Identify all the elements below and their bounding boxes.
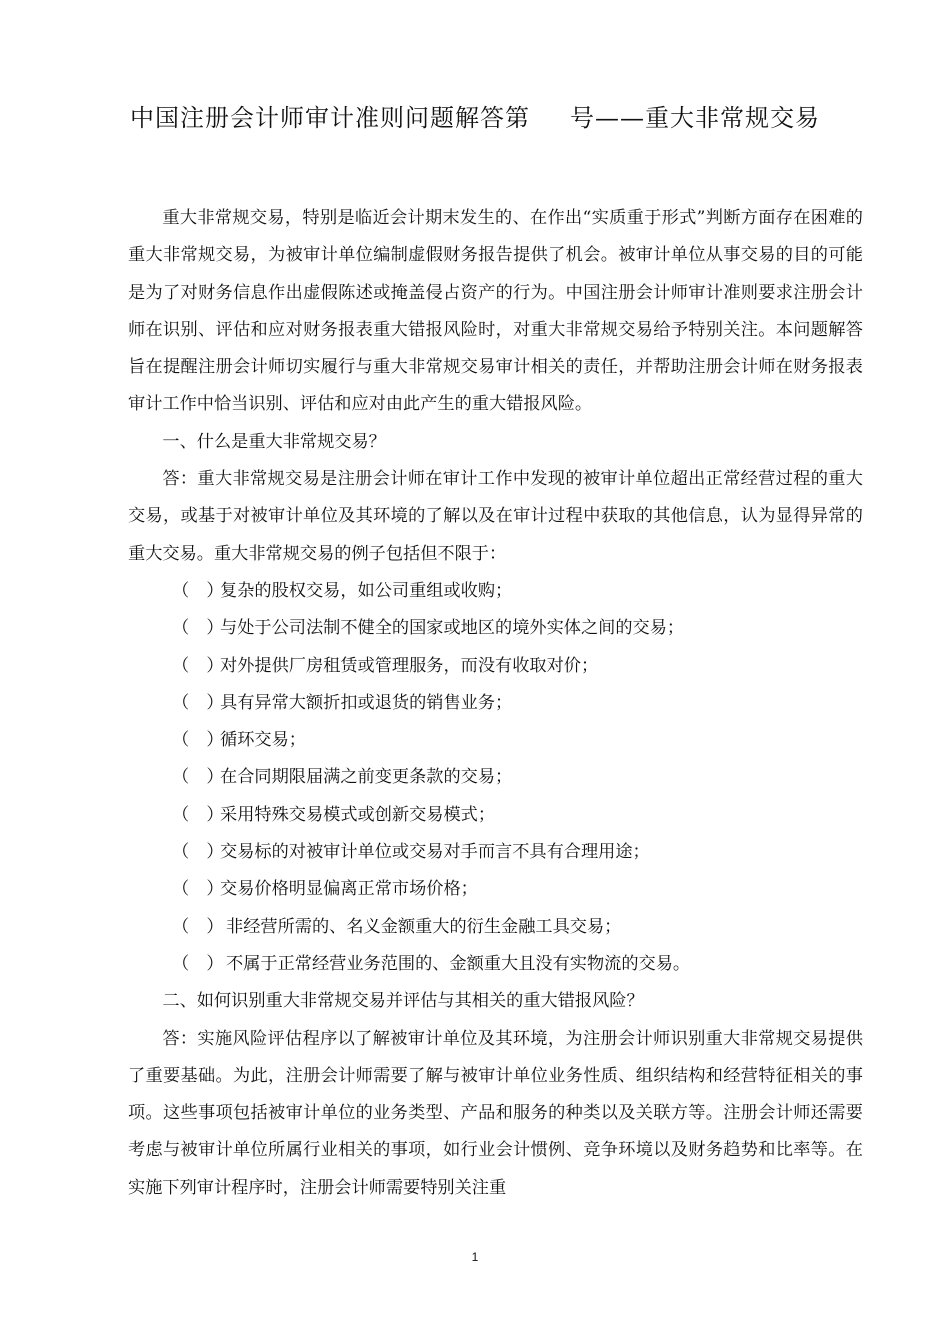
list-item <box>128 871 863 908</box>
question-2-heading: 二、如何识别重大非常规交易并评估与其相关的重大错报风险？ <box>162 991 644 1012</box>
list-item <box>128 648 863 685</box>
list-marker: （ ） <box>172 618 224 639</box>
intro-paragraph: 重大非常规交易，特别是临近会计期末发生的、在作出“实质重于形式”判断方面存在困难的重大非常规交易，为被审计单位编制虚假财务报告提供了机会。被审计单位从事交易的目的可能是为了对财务信息作出虚假陈述或掩盖侵占资产的行为。中国注册会计师审计准则要求注册会计师在识别、评估和应对财务报表重大错报风险时，对重大非常规交易给予特别关注。本问题解答旨在提醒注册会计师切实履行与重大非常规交易审计相关的责任，并帮助注册会计师在财务报表审计工作中恰当识别、评估和应对由此产生的重大错报风险。 <box>128 208 863 415</box>
list-item <box>128 722 863 759</box>
list-marker: （ ） <box>172 655 224 676</box>
list-item <box>128 685 863 722</box>
document-title <box>0 98 950 133</box>
title-part-1: 中国注册会计师审计准则问题解答第 <box>130 104 530 132</box>
list-marker: （ ） <box>172 580 224 601</box>
list-item-text: 不属于正常经营业务范围的、金额重大且没有实物流的交易。 <box>226 953 691 974</box>
list-marker: （ ） <box>172 767 224 788</box>
list-item-text: 循环交易； <box>220 730 306 751</box>
list-item <box>128 946 863 983</box>
list-item <box>128 610 863 647</box>
list-marker: （ ） <box>172 879 224 900</box>
list-item-text: 非经营所需的、名义金额重大的衍生金融工具交易； <box>226 916 622 937</box>
list-item-text: 交易价格明显偏离正常市场价格； <box>220 879 478 900</box>
document-body <box>128 200 863 1207</box>
list-marker: （ ） <box>172 692 224 713</box>
list-item-text: 具有异常大额折扣或退货的销售业务； <box>220 692 513 713</box>
title-part-2: 号——重大非常规交易 <box>570 104 820 132</box>
list-item <box>128 797 863 834</box>
list-item-text: 对外提供厂房租赁或管理服务，而没有收取对价； <box>220 655 599 676</box>
list-item <box>128 759 863 796</box>
list-marker: （ ） <box>172 730 224 751</box>
list-item-text: 与处于公司法制不健全的国家或地区的境外实体之间的交易； <box>220 618 685 639</box>
list-item-text: 交易标的对被审计单位或交易对手而言不具有合理用途； <box>220 842 650 863</box>
list-marker: （ ） <box>172 842 224 863</box>
list-item-text: 在合同期限届满之前变更条款的交易； <box>220 767 513 788</box>
list-marker: （ ） <box>172 916 224 937</box>
list-item-text: 采用特殊交易模式或创新交易模式； <box>220 804 496 825</box>
list-item-text: 复杂的股权交易，如公司重组或收购； <box>220 580 513 601</box>
list-marker: （ ） <box>172 953 224 974</box>
question-1-heading: 一、什么是重大非常规交易？ <box>162 431 386 452</box>
list-marker: （ ） <box>172 804 224 825</box>
list-item <box>128 573 863 610</box>
list-item <box>128 909 863 946</box>
answer-1-paragraph: 答：重大非常规交易是注册会计师在审计工作中发现的被审计单位超出正常经营过程的重大交易，或基于对被审计单位及其环境的了解以及在审计过程中获取的其他信息，认为显得异常的重大交易。重大非常规交易的例子包括但不限于： <box>128 469 863 564</box>
page-number: 1 <box>471 1250 479 1264</box>
list-item <box>128 834 863 871</box>
example-list <box>128 573 863 983</box>
answer-2-paragraph: 答：实施风险评估程序以了解被审计单位及其环境，为注册会计师识别重大非常规交易提供了重要基础。为此，注册会计师需要了解与被审计单位业务性质、组织结构和经营特征相关的事项。这些事项包括被审计单位的业务类型、产品和服务的种类以及关联方等。注册会计师还需要考虑与被审计单位所属行业相关的事项，如行业会计惯例、竞争环境以及财务趋势和比率等。在实施下列审计程序时，注册会计师需要特别关注重 <box>128 1028 863 1198</box>
